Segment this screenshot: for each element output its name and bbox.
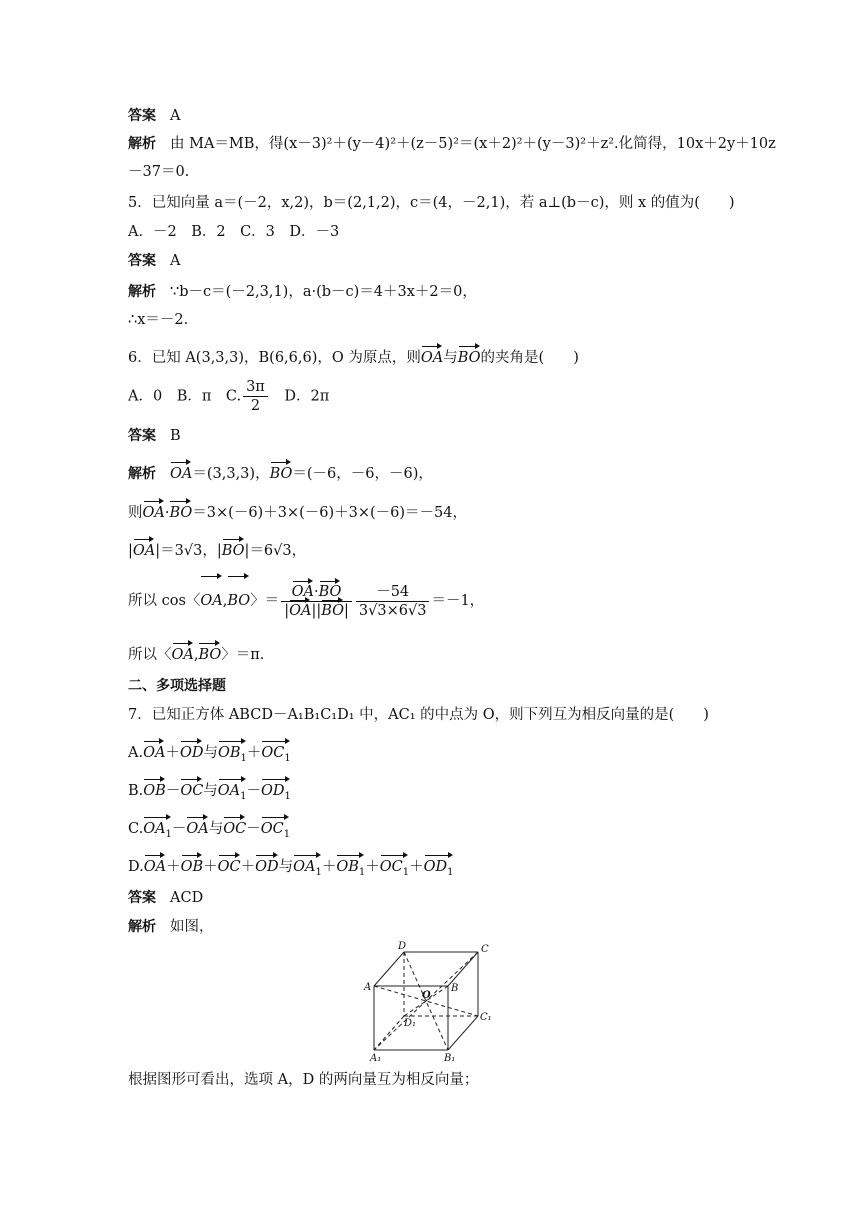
vector-oa: OA — [289, 602, 312, 619]
analysis-text: 则 — [128, 505, 143, 521]
answer-value: B — [170, 428, 181, 444]
analysis-text: －37＝0. — [128, 164, 190, 180]
abs-bar: | — [216, 543, 222, 559]
analysis-text: 所以 cos〈 — [128, 593, 201, 609]
p7-option-a — [128, 743, 291, 769]
p4-analysis-line1 — [128, 134, 776, 154]
frac-den: 3√3×6√3 — [358, 602, 427, 619]
op: － — [246, 783, 262, 799]
abs-bar: | — [316, 602, 322, 619]
p7-analysis-line — [128, 917, 214, 937]
frac-num: 3π — [243, 378, 268, 397]
vector-bo: BO — [198, 647, 222, 663]
stem-text: 6．已知 A(3,3,3)，B(6,6,6)，O 为原点，则 — [128, 350, 421, 366]
frac-den — [281, 602, 352, 620]
edge-b1c1 — [448, 1016, 478, 1050]
analysis-text: 〉＝π. — [221, 647, 265, 663]
options-text: A．0 B．π C. — [128, 388, 242, 405]
p7-option-d — [128, 857, 454, 883]
op: 与 — [278, 859, 294, 875]
vector-oc: OC — [217, 859, 241, 875]
label-c1: C₁ — [480, 1012, 492, 1023]
vector-ob: OB — [180, 859, 204, 875]
vector-ob1: $OB_1$ — [336, 857, 365, 883]
p5-stem: 5．已知向量 a＝(－2，x,2)，b＝(2,1,2)，c＝(4，－2,1)，若 a⊥(b－c)，则 x 的值为( ) — [128, 195, 735, 211]
answer-value: A — [170, 253, 181, 269]
abs-bar: | — [311, 602, 317, 619]
vector-oc1: $OC_1$ — [261, 819, 290, 845]
op: ＋ — [409, 859, 424, 875]
analysis-label: 解析 — [128, 466, 156, 482]
answer-label: 答案 — [128, 428, 156, 444]
numeric-fraction — [356, 583, 430, 620]
p6-analysis-line4 — [128, 578, 484, 624]
op: ＋ — [321, 859, 337, 875]
vector-oa: OA — [171, 647, 194, 663]
answer-label: 答案 — [128, 890, 156, 906]
answer-label: 答案 — [128, 253, 156, 269]
abs-bar: | — [244, 543, 250, 559]
label-c: C — [481, 944, 489, 955]
vector-bo: BO — [318, 583, 342, 600]
op: 与 — [203, 745, 218, 761]
analysis-text: 如图， — [170, 919, 214, 935]
p6-options — [128, 378, 329, 415]
p6-analysis-line2 — [128, 503, 467, 523]
vector-oa1: $OA_1$ — [293, 857, 322, 883]
p6-analysis-line1 — [128, 464, 433, 484]
cos-fraction — [281, 583, 352, 620]
cube-figure — [360, 940, 500, 1065]
p7-conclusion: 根据图形可看出，选项 A，D 的两向量互为相反向量； — [128, 1072, 479, 1088]
p4-answer-line — [128, 106, 180, 126]
op: 与 — [203, 783, 218, 799]
vector-bo: BO — [227, 578, 250, 624]
vector-oa1: $OA_1$ — [143, 819, 172, 845]
p7-option-b — [128, 781, 291, 807]
analysis-text: ＝(－6，－6，－6)， — [292, 466, 433, 482]
comma: , — [222, 593, 228, 609]
p6-stem — [128, 348, 579, 368]
op: ＋ — [240, 859, 256, 875]
diag-ca1 — [374, 952, 478, 1050]
section-title — [128, 676, 226, 696]
op: ＋ — [165, 745, 180, 761]
abs-bar: | — [128, 543, 133, 559]
options-text: D．2π — [269, 388, 330, 405]
option-label: D. — [128, 859, 144, 875]
vector-ob1: $OB_1$ — [218, 743, 247, 769]
analysis-text: ＝(3,3,3)， — [192, 466, 270, 482]
analysis-text: ＝3√3， — [160, 543, 217, 559]
analysis-text: ∵b－c＝(－2,3,1)，a·(b－c)＝4＋3x＋2＝0， — [170, 284, 477, 300]
vector-oa: OA — [200, 578, 222, 624]
label-a: A — [364, 982, 372, 993]
op: ＋ — [203, 859, 218, 875]
vector-bo: BO — [269, 466, 293, 482]
vector-oc: OC — [223, 821, 247, 837]
abs-bar: | — [344, 602, 349, 619]
p5-analysis-line1 — [128, 282, 477, 302]
answer-value: ACD — [170, 890, 204, 906]
analysis-text: 由 MA＝MB，得(x－3)²＋(y－4)²＋(z－5)²＝(x＋2)²＋(y－3)²＋z².化简得，10x＋2y＋10z — [170, 136, 776, 152]
vector-ob: OB — [143, 783, 166, 799]
p7-stem: 7．已知正方体 ABCD－A₁B₁C₁D₁ 中，AC₁ 的中点为 O，则下列互为相反向量的是( ) — [128, 707, 709, 723]
vector-oc: OC — [180, 783, 204, 799]
op: － — [165, 783, 181, 799]
analysis-text: 〉＝ — [250, 593, 280, 609]
p7-option-c — [128, 819, 290, 845]
vector-bo: BO — [221, 543, 245, 559]
vector-oa: OA — [170, 466, 193, 482]
op: － — [171, 821, 187, 837]
label-o: O — [422, 990, 431, 1001]
frac-den: 2 — [250, 398, 261, 414]
vector-oa: OA — [420, 350, 444, 366]
edge-d1a1-hidden — [374, 1016, 404, 1050]
answer-value: A — [170, 108, 181, 124]
label-d: D — [398, 941, 407, 952]
option-label: A. — [128, 745, 144, 761]
option-label: C. — [128, 821, 144, 837]
op: 与 — [208, 821, 224, 837]
p4-analysis-line2 — [128, 162, 189, 182]
vector-oc1: $OC_1$ — [261, 743, 290, 769]
vector-oa: OA — [143, 859, 167, 875]
dot-operator: · — [164, 505, 170, 521]
vector-oa: OA — [186, 821, 209, 837]
analysis-label: 解析 — [128, 136, 156, 152]
section-heading: 二、多项选择题 — [128, 678, 226, 694]
analysis-text: ＝3×(－6)＋3×(－6)＋3×(－6)＝－54， — [192, 505, 467, 521]
abs-bar: | — [155, 543, 161, 559]
edge-bc — [448, 952, 478, 986]
op: － — [246, 821, 261, 837]
op: ＋ — [365, 859, 380, 875]
analysis-text: ＝6√3， — [249, 543, 307, 559]
label-b: B — [451, 983, 459, 994]
p7-answer-line — [128, 888, 203, 908]
option-label: B. — [128, 783, 144, 799]
label-a1: A₁ — [370, 1053, 382, 1064]
op: ＋ — [166, 859, 181, 875]
comma: , — [193, 647, 199, 663]
vector-bo: BO — [321, 602, 345, 619]
p5-options: A．－2 B．2 C．3 D．－3 — [128, 224, 340, 240]
p6-analysis-line5 — [128, 645, 264, 665]
vector-od1: $OD_1$ — [261, 781, 291, 807]
frac-num: －54 — [356, 583, 430, 602]
p5-analysis-line2: ∴x＝－2. — [128, 312, 189, 328]
vector-oa: OA — [132, 543, 156, 559]
stem-text: 的夹角是( ) — [480, 350, 579, 366]
dot-operator: · — [314, 583, 319, 600]
analysis-text: 所以〈 — [128, 647, 172, 663]
vector-oc1: $OC_1$ — [380, 857, 409, 883]
analysis-label: 解析 — [128, 919, 156, 935]
vector-od: OD — [179, 745, 204, 761]
vector-oa: OA — [143, 745, 166, 761]
p6-answer-line — [128, 426, 181, 446]
vector-bo: BO — [169, 505, 193, 521]
stem-text: 与 — [443, 350, 458, 366]
vector-oa: OA — [142, 505, 165, 521]
p6-analysis-line3 — [128, 541, 306, 561]
analysis-label: 解析 — [128, 284, 156, 300]
vector-oa: OA — [291, 583, 315, 600]
option-c-fraction — [243, 378, 268, 415]
label-b1: B₁ — [444, 1053, 456, 1064]
vector-bo: BO — [457, 350, 481, 366]
vector-od: OD — [255, 859, 279, 875]
answer-label: 答案 — [128, 108, 156, 124]
op: ＋ — [246, 745, 262, 761]
vector-oa1: $OA_1$ — [218, 781, 247, 807]
analysis-text: ＝－1， — [431, 593, 485, 609]
edge-ad — [374, 952, 404, 986]
p5-answer-line — [128, 251, 180, 271]
label-d1: D₁ — [404, 1018, 417, 1029]
abs-bar: | — [284, 602, 290, 619]
vector-od1: $OD_1$ — [424, 857, 454, 883]
